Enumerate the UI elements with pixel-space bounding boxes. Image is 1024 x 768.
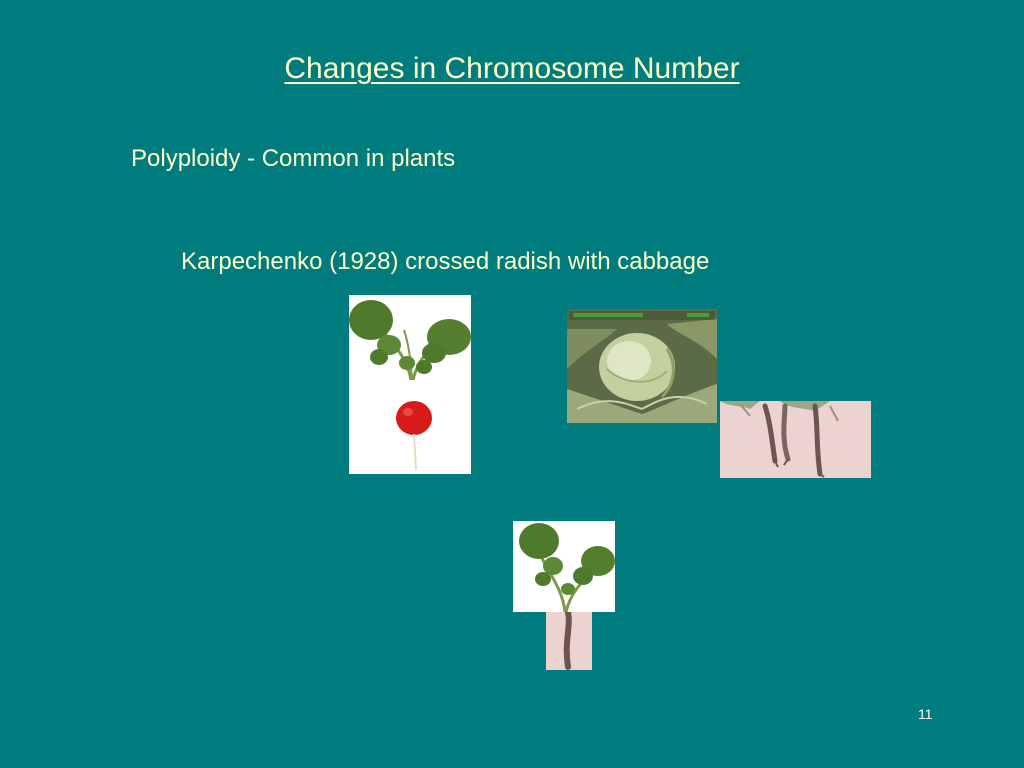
bullet-karpechenko: Karpechenko (1928) crossed radish with cabbage [181,248,710,275]
cabbage-roots-photo [720,401,871,478]
hybrid-leaves-photo [513,521,615,612]
bullet-polyploidy: Polyploidy - Common in plants [131,145,456,172]
hybrid-root-photo [546,612,592,670]
radish-photo [349,295,471,474]
page-number: 11 [918,706,933,722]
slide-title: Changes in Chromosome Number [284,52,740,85]
cabbage-photo [567,309,717,423]
